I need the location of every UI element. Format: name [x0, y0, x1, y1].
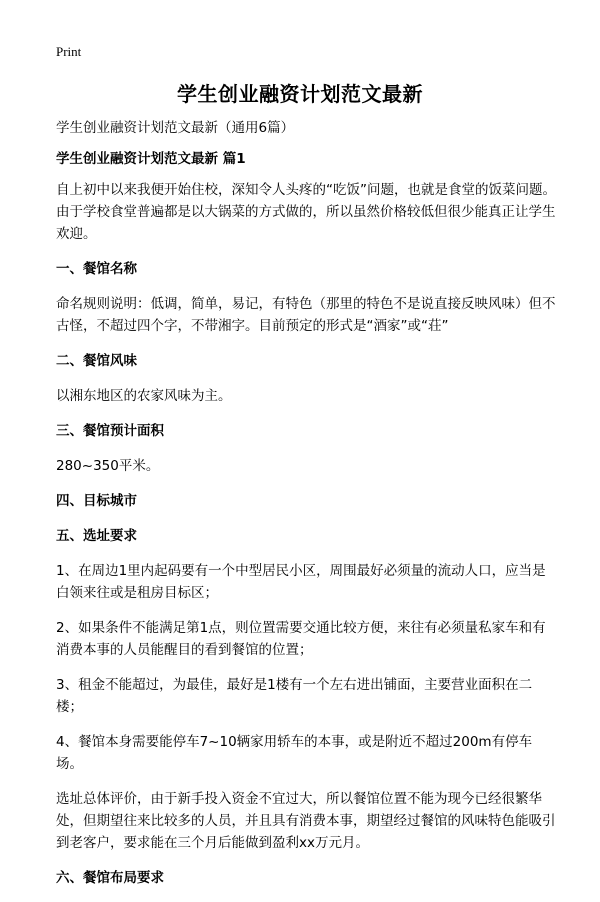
section-heading-location: 五、选址要求 [56, 528, 137, 544]
section-heading-target-city: 四、目标城市 [56, 493, 137, 509]
location-requirement-4: 4、餐馆本身需要能停车7~10辆家用轿车的本事，或是附近不超过200m有停车场。 [56, 734, 533, 772]
location-requirement-1: 1、在周边1里内起码要有一个中型居民小区，周围最好必须量的流动人口，应当是白领来往或是租房目标区； [56, 563, 546, 601]
section-heading-name: 一、餐馆名称 [56, 261, 137, 277]
document-body [56, 117, 556, 902]
section-heading-flavor: 二、餐馆风味 [56, 353, 137, 369]
location-requirement-2: 2、如果条件不能满足第1点，则位置需要交通比较方便，来往有必须量私家车和有消费本事的人员能醒目的看到餐馆的位置； [56, 620, 546, 658]
section-body-area: 280~350平米。 [56, 458, 160, 474]
print-link[interactable]: Print [56, 44, 82, 59]
location-requirement-3: 3、租金不能超过，为最佳，最好是1楼有一个左右进出铺面，主要营业面积在二楼； [56, 677, 533, 715]
intro-paragraph: 自上初中以来我便开始住校，深知令人头疼的“吃饭”问题，也就是食堂的饭菜问题。由于学校食堂普遍都是以大锅菜的方式做的，所以虽然价格较低但很少能真正让学生欢迎。 [56, 182, 556, 242]
section-body-name: 命名规则说明：低调，简单，易记，有特色（那里的特色不是说直接反映风味）但不古怪，不超过四个字，不带湘字。目前预定的形式是“酒家”或“荘” [56, 296, 556, 334]
location-summary: 选址总体评价，由于新手投入资金不宜过大，所以餐馆位置不能为现今已经很繁华处，但期望往来比较多的人员，并且具有消费本事，期望经过餐馆的风味特色能吸引到老客户，要求能在三个月后能做到盈利xx万元月。 [56, 791, 556, 851]
document-subtitle: 学生创业融资计划范文最新（通用6篇） [56, 120, 295, 136]
section-body-flavor: 以湘东地区的农家风味为主。 [56, 388, 232, 404]
section-heading-layout: 六、餐馆布局要求 [56, 870, 164, 886]
article-heading: 学生创业融资计划范文最新 篇1 [56, 151, 246, 167]
section-heading-area: 三、餐馆预计面积 [56, 423, 164, 439]
page-title: 学生创业融资计划范文最新 [177, 82, 423, 106]
